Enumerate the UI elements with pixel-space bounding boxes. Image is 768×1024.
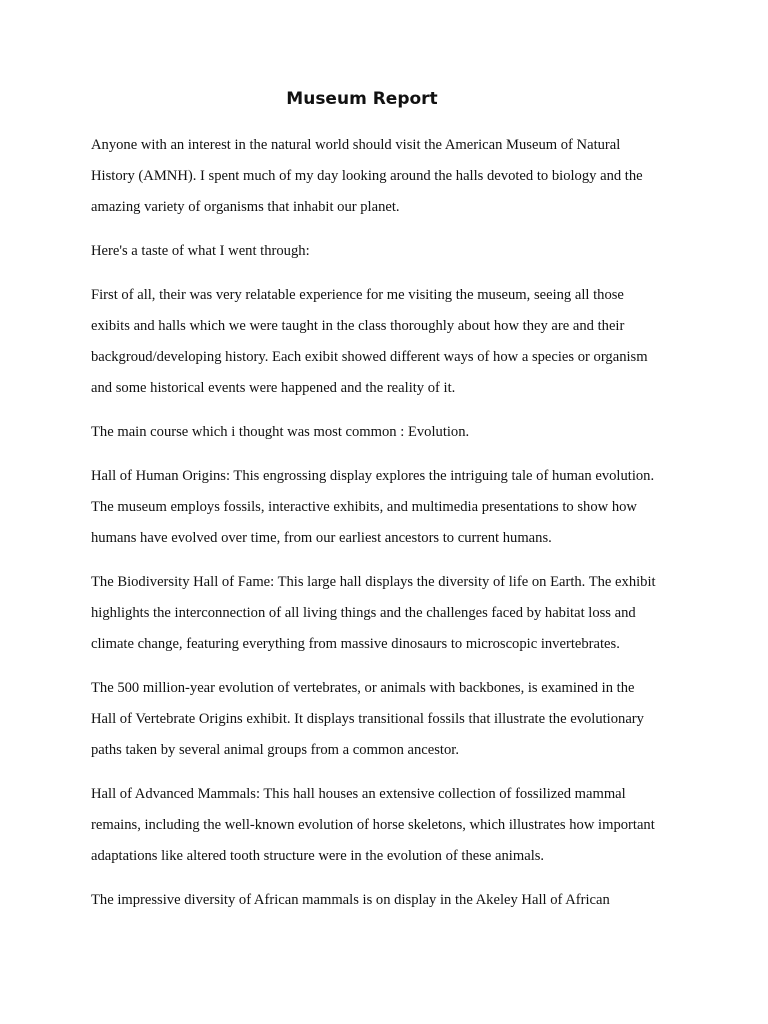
paragraph-mammals [91, 779, 681, 872]
text-line: humans have evolved over time, from our earliest ancestors to current humans. [91, 530, 552, 546]
text-line: Here's a taste of what I went through: [91, 243, 310, 259]
text-line: The main course which i thought was most common : Evolution. [91, 424, 470, 440]
text-line: The impressive diversity of African mammals is on display in the Akeley Hall of African [91, 892, 610, 908]
text-line: amazing variety of organisms that inhabit our planet. [91, 199, 400, 215]
document-title: Museum Report [286, 89, 438, 109]
text-line: Anyone with an interest in the natural world should visit the American Museum of Natural [91, 137, 621, 153]
paragraph-human-origins [91, 461, 681, 554]
text-line: adaptations like altered tooth structure were in the evolution of these animals. [91, 848, 545, 864]
paragraph-vertebrates [91, 673, 681, 766]
text-line: exibits and halls which we were taught in the class thoroughly about how they are and their [91, 318, 625, 334]
text-line: and some historical events were happened and the reality of it. [91, 380, 456, 396]
text-line: paths taken by several animal groups from a common ancestor. [91, 742, 459, 758]
text-line: Hall of Vertebrate Origins exhibit. It displays transitional fossils that illustrate the evolutionary [91, 711, 644, 727]
paragraph-intro [91, 130, 681, 223]
text-line: The museum employs fossils, interactive exhibits, and multimedia presentations to show how [91, 499, 637, 515]
paragraph-experience [91, 280, 681, 404]
text-line: Hall of Human Origins: This engrossing display explores the intriguing tale of human evolution. [91, 468, 655, 484]
paragraph-main-course [91, 417, 681, 448]
paragraph-biodiversity [91, 567, 681, 660]
text-line: First of all, their was very relatable experience for me visiting the museum, seeing all those [91, 287, 624, 303]
text-line: backgroud/developing history. Each exibit showed different ways of how a species or organism [91, 349, 648, 365]
text-line: highlights the interconnection of all living things and the challenges faced by habitat loss and [91, 605, 636, 621]
text-line: History (AMNH). I spent much of my day looking around the halls devoted to biology and the [91, 168, 643, 184]
document-body [91, 130, 681, 929]
text-line: remains, including the well-known evolution of horse skeletons, which illustrates how important [91, 817, 655, 833]
paragraph-taste [91, 236, 681, 267]
text-line: The 500 million-year evolution of vertebrates, or animals with backbones, is examined in the [91, 680, 635, 696]
text-line: climate change, featuring everything from massive dinosaurs to microscopic invertebrates. [91, 636, 620, 652]
text-line: The Biodiversity Hall of Fame: This large hall displays the diversity of life on Earth. The exhibit [91, 574, 656, 590]
paragraph-african-mammals [91, 885, 681, 916]
text-line: Hall of Advanced Mammals: This hall houses an extensive collection of fossilized mammal [91, 786, 626, 802]
